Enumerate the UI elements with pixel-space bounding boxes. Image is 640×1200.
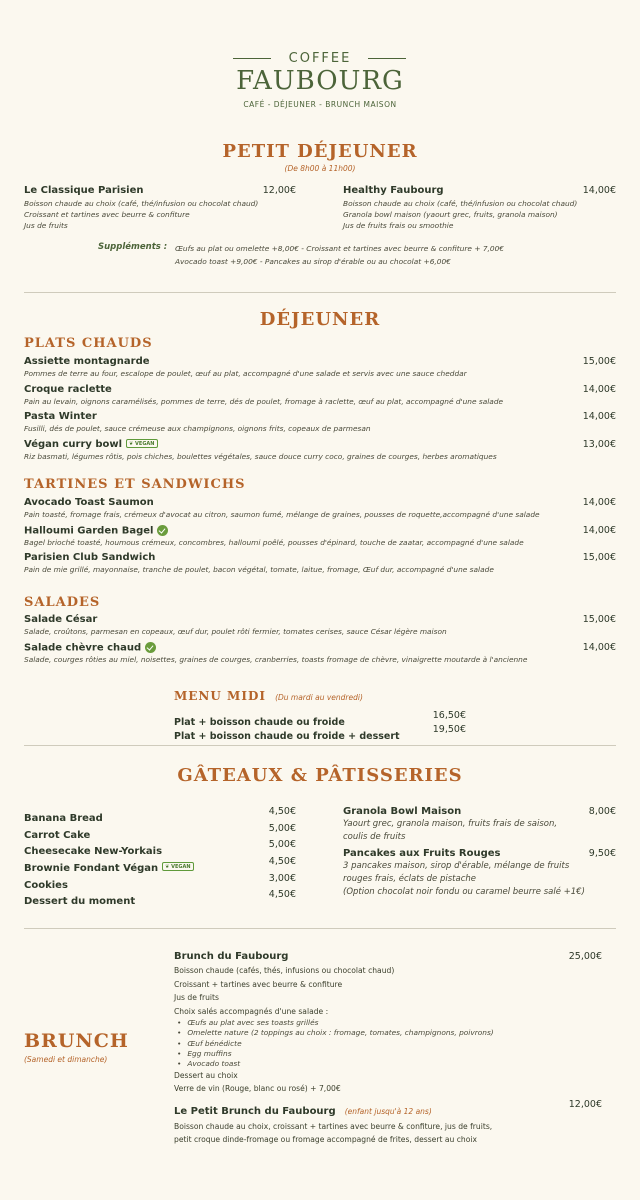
item-price: 15,00€ <box>582 552 616 563</box>
brunch-line: Boisson chaude (cafés, thés, infusions ou chocolat chaud) <box>174 966 395 975</box>
item-price: 14,00€ <box>582 641 616 653</box>
formula-line: Boisson chaude au choix (café, thé/infusion ou chocolat chaud) <box>24 199 259 208</box>
item-name: Pancakes aux Fruits Rouges <box>343 848 501 859</box>
brunch-choice: • Avocado toast <box>174 1059 602 1069</box>
item-name-text: Salade chèvre chaud <box>24 642 142 653</box>
formula-line: Granola bowl maison (yaourt grec, fruits, granola maison) <box>343 210 558 219</box>
item-name: Salade César <box>24 614 98 625</box>
item-desc: Pain de mie grillé, mayonnaise, tranche de poulet, bacon végétal, tomate, laitue, fromage, Œuf dur, accompagné d'une salade <box>24 565 494 574</box>
formula-classique <box>24 185 296 231</box>
menu-item <box>24 552 616 580</box>
supplements-label: Suppléments : <box>98 242 168 252</box>
menu-item <box>24 614 616 642</box>
vegetarian-check-icon <box>145 642 156 653</box>
brand-logo: FAUBOURG <box>236 66 404 96</box>
brunch-days: (Samedi et dimanche) <box>24 1055 108 1064</box>
supplements-line-2: Avocado toast +9,00€ - Pancakes au sirop d'érable ou au chocolat +6,00€ <box>175 257 451 266</box>
item-name <box>24 642 616 654</box>
divider <box>24 928 616 929</box>
menu-item <box>24 497 616 525</box>
item-desc: 3 pancakes maison, sirop d'érable, mélange de fruits <box>343 861 570 871</box>
leaf-icon: ❦ <box>165 864 170 871</box>
menu-midi-title: MENU MIDI <box>174 689 266 703</box>
plats-chauds-list <box>24 356 616 466</box>
brunch-kids <box>174 1099 602 1146</box>
gateaux-left-list <box>24 806 296 906</box>
option-price: 16,50€ <box>432 710 466 721</box>
item-desc: Yaourt grec, granola maison, fruits frais de saison, <box>343 819 558 829</box>
item-name: Brunch du Faubourg <box>174 951 289 962</box>
pancakes-item <box>343 848 616 899</box>
menu-item <box>24 384 616 412</box>
pastry-item <box>24 889 296 906</box>
brunch-choice: • Omelette nature (2 toppings au choix : fromage, tomates, champignons, poivrons) <box>174 1028 602 1038</box>
pastry-item <box>24 823 296 840</box>
pastry-item <box>24 839 296 856</box>
brunch-line: Verre de vin (Rouge, blanc ou rosé) + 7,00€ <box>174 1084 341 1094</box>
petit-dejeuner-title: PETIT DÉJEUNER <box>222 141 418 162</box>
formula-price: 12,00€ <box>262 185 296 196</box>
item-desc: Bagel brioché toasté, houmous crémeux, concombres, halloumi poêlé, pousses d'épinard, touche de zaatar, accompagné d'une salade <box>24 538 524 547</box>
item-desc: Pain au levain, oignons caramélisés, pommes de terre, dés de poulet, fromage à raclette, œuf au plat, accompagné d'une salade <box>24 396 504 406</box>
gateaux-right <box>343 806 616 899</box>
formula-line: Boisson chaude au choix (café, thé/infusion ou chocolat chaud) <box>343 199 578 208</box>
item-desc: Fusilli, dés de poulet, sauce crémeuse aux champignons, oignons frits, copeaux de parmesan <box>24 424 371 433</box>
item-price: 12,00€ <box>568 1099 602 1110</box>
item-name: Carrot Cake <box>24 829 91 841</box>
menu-item <box>24 642 616 670</box>
menu-midi <box>174 685 466 742</box>
vegan-badge <box>162 862 193 871</box>
item-name: Avocado Toast Saumon <box>24 497 154 508</box>
item-name-text: Végan curry bowl <box>24 438 123 450</box>
menu-item <box>24 439 616 467</box>
brunch-choice: • Œuf bénédicte <box>174 1039 602 1049</box>
item-name-text: Halloumi Garden Bagel <box>24 525 154 536</box>
item-name: Cheesecake New-Yorkais <box>24 846 163 858</box>
header <box>0 50 640 112</box>
brunch-line: Croissant + tartines avec beurre & confiture <box>174 979 343 989</box>
item-name: Le Petit Brunch du Faubourg <box>174 1106 336 1117</box>
item-price: 25,00€ <box>568 951 602 962</box>
pastry-item <box>24 873 296 890</box>
menu-item <box>24 525 616 553</box>
item-desc: coulis de fruits <box>343 832 406 842</box>
formula-healthy <box>343 185 616 231</box>
dejeuner-title: DÉJEUNER <box>259 309 381 330</box>
kids-line: Boisson chaude au choix, croissant + tartines avec beurre & confiture, jus de fruits, <box>174 1122 493 1131</box>
pastry-item <box>24 806 296 823</box>
salades-list <box>24 614 616 669</box>
petit-dejeuner-hours: (De 8h00 à 11h00) <box>284 164 356 173</box>
kids-line: petit croque dinde-fromage ou fromage accompagné de frites, dessert au choix <box>174 1134 477 1144</box>
item-name: Parisien Club Sandwich <box>24 552 156 563</box>
item-price: 14,00€ <box>582 497 616 508</box>
item-price: 15,00€ <box>582 614 616 625</box>
gateaux-title: GÂTEAUX & PÂTISSERIES <box>177 765 463 786</box>
item-name: Croque raclette <box>24 383 112 395</box>
vegan-badge <box>126 439 157 448</box>
formula-name: Healthy Faubourg <box>343 185 444 196</box>
pastry-item <box>24 856 296 873</box>
item-name: Dessert du moment <box>24 896 136 908</box>
item-name: Pasta Winter <box>24 411 97 422</box>
item-desc: (Option chocolat noir fondu ou caramel beurre salé +1€) <box>343 887 585 897</box>
brunch-line: Choix salés accompagnés d'une salade : <box>174 1006 329 1016</box>
supplements-line-1: Œufs au plat ou omelette +8,00€ - Croissant et tartines avec beurre & confiture + 7,00€ <box>175 244 505 253</box>
formula-line: Jus de fruits <box>24 221 68 230</box>
item-name: Brownie Fondant Végan <box>24 863 159 875</box>
item-name: Assiette montagnarde <box>24 356 150 367</box>
item-desc: rouges frais, éclats de pistache <box>343 874 477 884</box>
header-tagline: CAFÉ - DÉJEUNER - BRUNCH MAISON <box>243 100 397 109</box>
menu-midi-option <box>174 724 466 742</box>
option-price: 19,50€ <box>432 724 466 735</box>
plats-chauds-title: PLATS CHAUDS <box>24 336 153 351</box>
item-name: Granola Bowl Maison <box>343 806 462 817</box>
brunch-title: BRUNCH <box>24 1030 129 1052</box>
kids-note: (enfant jusqu'à 12 ans) <box>344 1107 432 1116</box>
item-price: 15,00€ <box>582 356 616 367</box>
brunch-line: Dessert au choix <box>174 1071 238 1081</box>
item-price: 4,50€ <box>268 806 296 817</box>
item-price: 13,00€ <box>582 438 616 450</box>
leaf-icon: ❦ <box>129 441 134 447</box>
item-price: 4,50€ <box>268 889 296 901</box>
menu-item <box>24 411 616 439</box>
item-name: Banana Bread <box>24 813 103 824</box>
brunch-choices <box>174 1018 602 1069</box>
brunch-choice: • Œufs au plat avec ses toasts grillés <box>174 1018 602 1028</box>
item-price: 14,00€ <box>582 383 616 395</box>
vegan-badge-label: VEGAN <box>135 441 155 447</box>
vegetarian-check-icon <box>157 525 168 536</box>
formula-price: 14,00€ <box>582 185 616 196</box>
tartines-title: TARTINES ET SANDWICHS <box>24 477 246 492</box>
item-price: 4,50€ <box>268 856 296 868</box>
item-name <box>24 525 616 537</box>
item-name <box>24 439 616 450</box>
item-desc: Pain toasté, fromage frais, crémeux d'avocat au citron, saumon fumé, mélange de graines, pousses de roquette,accompagné d'une salade <box>24 510 540 519</box>
menu-midi-note: (Du mardi au vendredi) <box>275 693 363 702</box>
item-desc: Salade, croûtons, parmesan en copeaux, œuf dur, poulet rôti fermier, tomates cerises, sauce César légère maison <box>24 627 447 636</box>
item-price: 3,00€ <box>268 872 296 884</box>
formula-line: Croissant et tartines avec beurre & confiture <box>24 210 190 219</box>
option-label: Plat + boisson chaude ou froide <box>174 717 345 728</box>
divider <box>24 292 616 293</box>
item-price: 8,00€ <box>588 806 616 817</box>
vegan-badge-label: VEGAN <box>171 864 191 871</box>
item-price: 14,00€ <box>582 411 616 422</box>
formula-name: Le Classique Parisien <box>24 185 144 196</box>
item-name: Cookies <box>24 879 68 891</box>
header-coffee: COFFEE <box>288 51 352 66</box>
granola-item <box>343 806 616 844</box>
menu-midi-option <box>174 710 466 728</box>
item-desc: Riz basmati, légumes rôtis, pois chiches, boulettes végétales, sauce douce curry coco, graines de courges, herbes aromatiques <box>24 451 497 461</box>
item-price: 5,00€ <box>268 822 296 834</box>
formula-line: Jus de fruits frais ou smoothie <box>343 221 454 230</box>
item-price: 5,00€ <box>268 839 296 851</box>
tartines-list <box>24 497 616 580</box>
item-price: 9,50€ <box>588 848 616 859</box>
item-desc: Salade, courges rôties au miel, noisettes, graines de courges, cranberries, toasts fromage de chèvre, vinaigrette moutarde à l'ancienne <box>24 655 528 664</box>
divider <box>24 745 616 746</box>
option-label: Plat + boisson chaude ou froide + dessert <box>174 731 400 742</box>
brunch-line: Jus de fruits <box>174 993 219 1002</box>
item-desc: Pommes de terre au four, escalope de poulet, œuf au plat, accompagné d'une salade et servis avec une sauce cheddar <box>24 369 467 378</box>
item-price: 14,00€ <box>582 524 616 536</box>
salades-title: SALADES <box>24 595 101 610</box>
menu-item <box>24 356 616 384</box>
brunch-choice: • Egg muffins <box>174 1049 602 1059</box>
brunch-main <box>174 951 602 1095</box>
